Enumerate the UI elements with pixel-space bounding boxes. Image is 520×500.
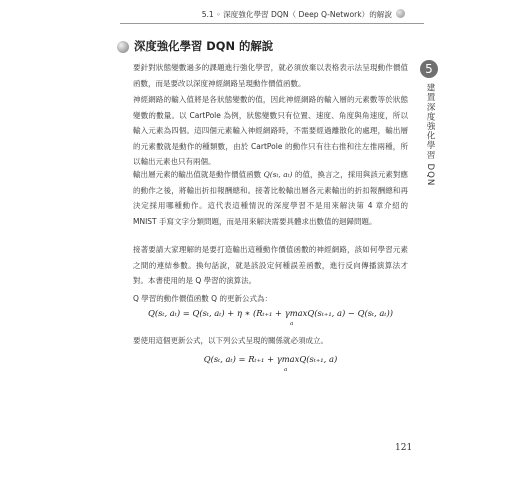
page-number: 121	[395, 443, 413, 453]
p3-math-q: Q(sₜ, aₜ)	[263, 170, 293, 179]
chapter-number-badge: 5	[420, 60, 438, 78]
formula-q-update-text: Q(sₜ, aₜ) = Q(sₜ, aₜ) + η ∗ (Rₜ₊₁ + γmaxQ(sₜ₊₁, a) − Q(sₜ, aₜ))	[147, 308, 394, 318]
header-bullet-icon	[396, 9, 405, 18]
header-rule	[120, 23, 424, 24]
section-bullet-icon	[117, 41, 129, 53]
running-header: 5.1 ◦ 深度強化學習 DQN（ Deep Q-Network）的解說	[201, 10, 392, 19]
paragraph-update-intro: Q 學習的動作價值函數 Q 的更新公式為：	[133, 294, 272, 303]
chapter-side-title: 建置深度強化學習 DQN	[425, 83, 435, 187]
paragraph-learning: 接著要請大家理解的是要打造輸出這種動作價值函數的神經網路，該如何學習元素之間的連結參數。換句話說，就是該設定何種誤差函數，進行反向傳播演算法才對。本書使用的是 Q 學習的演算法。	[133, 245, 408, 285]
formula-q-relation	[133, 354, 408, 364]
section-title: 深度強化學習 DQN 的解說	[134, 39, 274, 53]
formula-q-relation-max-subscript: a	[284, 367, 288, 373]
formula-q-update	[133, 308, 408, 318]
p3-text-before: 輸出層元素的輸出值就是動作價值函數	[133, 170, 264, 179]
formula-q-update-max-subscript: a	[290, 321, 294, 327]
paragraph-output-layer	[133, 167, 408, 229]
p3-text-after: 的值，換言之，採用與該元素對應的動作之後，將輸出折扣報酬總和。接著比較輸出層各元素輸出的折扣報酬總和再決定採用哪種動作。這代表這種情況的深度學習不是用來解決第 4 章介紹的 MNIST 手寫文字分類問題，而是用來解決需要具體求出數值的迴歸問題。	[133, 170, 408, 226]
paragraph-relation-intro: 要使用這個更新公式，以下列公式呈現的關係就必須成立。	[133, 336, 328, 345]
paragraph-network-input: 神經網路的輸入值將是各狀態變數的值，因此神經網路的輸入層的元素數等於狀態變數的數量。以 CartPole 為例，狀態變數只有位置、速度、角度與角速度，所以輸入元素為四個。這四個元素輸入神經網路時，不需要經過離散化的處理，輸出層的元素數就是動作的種類數，由於 CartPole 的動作只有往右推和往左推兩種，所以輸出元素也只有兩個。	[133, 95, 408, 166]
paragraph-intro: 要針對狀態變數過多的課題進行強化學習，就必須放棄以表格表示法呈現動作價值函數，而是要改以深度神經網路呈現動作價值函數。	[133, 63, 408, 88]
formula-q-relation-text: Q(sₜ, aₜ) = Rₜ₊₁ + γmaxQ(sₜ₊₁, a)	[203, 354, 338, 364]
